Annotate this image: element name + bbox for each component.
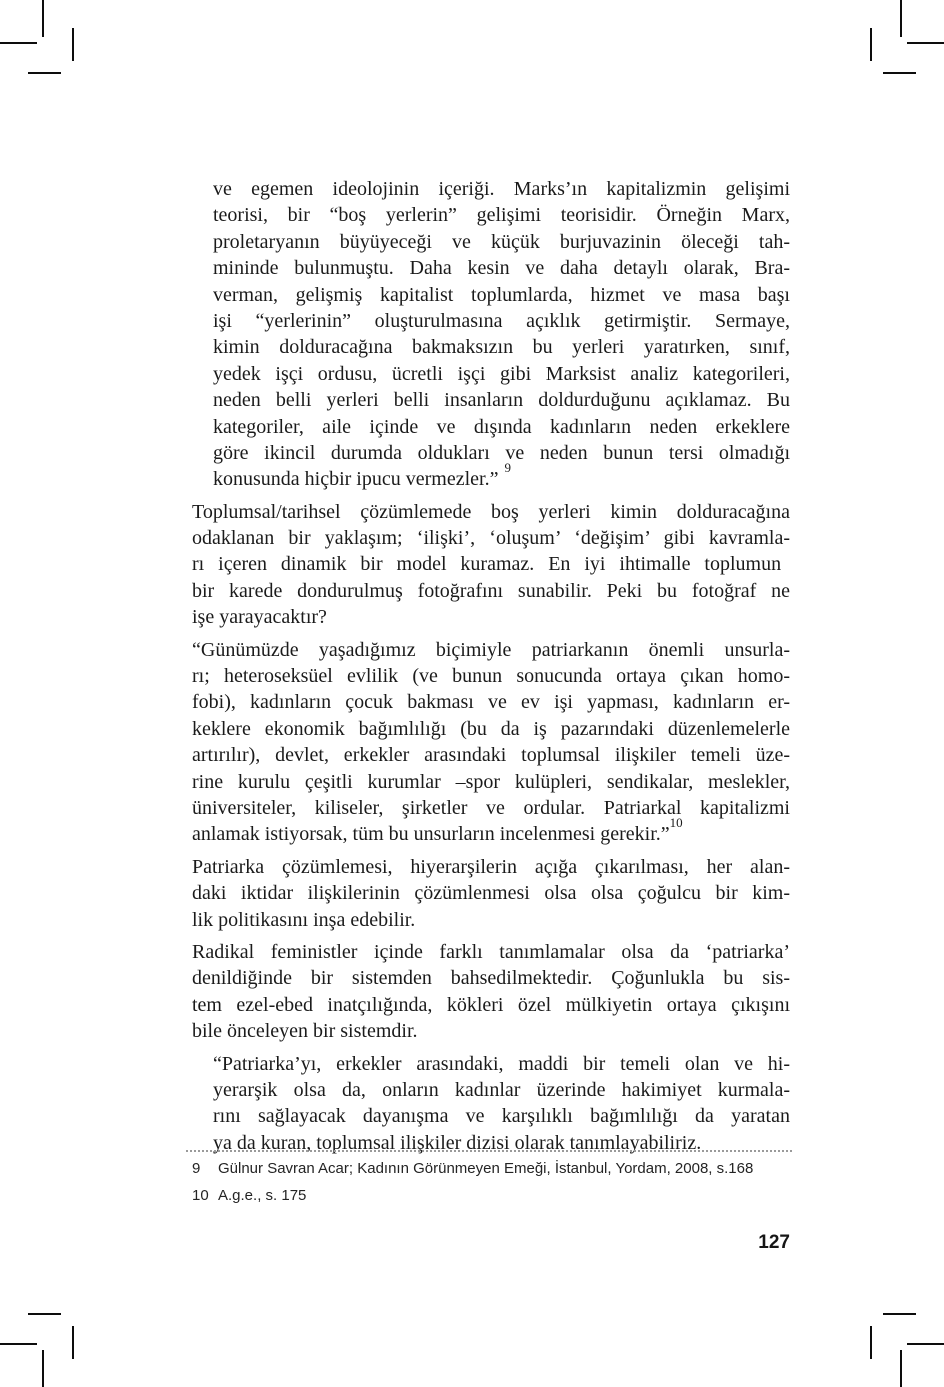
text-line: ve egemen ideolojinin içeriği. Marks’ın kapitalizmin gelişimi [213,178,790,200]
text-line: bir karede dondurulmuş fotoğrafını sunabilir. Peki bu fotoğraf ne [192,579,790,602]
crop-mark-bottom-left-outer-h [0,1343,37,1345]
text-line: verman, gelişmiş kapitalist toplumlarda, hizmet ve masa başı [213,283,790,306]
text-line: rine kurulu çeşitli kurumlar –spor kulüpleri, sendikalar, meslekler, [192,770,790,793]
text-line: işi “yerlerinin” oluşturulmasına açıklık getirmiştir. Sermaye, [213,309,790,332]
text-line: kimin dolduracağına bakmaksızın bu yerleri yaratırken, sınıf, [213,336,790,359]
paragraph [192,854,790,933]
text-line: mininde bulunmuştu. Daha kesin ve daha detaylı olarak, Bra- [213,257,790,280]
text-line: rını sağlayacak dayanışma ve karşılıklı bağımlılığı da yaratan [213,1105,790,1128]
text-line: anlamak istiyorsak, tüm bu unsurların incelenmesi gerekir.”$^{10}$ [192,814,683,846]
crop-mark-top-right-inner-v [870,28,872,61]
text-line: Patriarka çözümlemesi, hiyerarşilerin açığa çıkarılması, her alan- [192,855,790,878]
footnote-marker: 10 [192,1187,209,1204]
crop-mark-bottom-right-outer-h [907,1343,944,1345]
text-line: işe yarayacaktır? [192,606,327,629]
footnote-text: Gülnur Savran Acar; Kadının Görünmeyen Emeği, İstanbul, Yordam, 2008, s.168 [218,1160,754,1177]
quote-block [192,1051,790,1157]
crop-mark-bottom-right-outer-v [900,1350,902,1387]
footnote-area [186,1150,792,1214]
text-line: bile önceleyen bir sistemdir. [192,1020,418,1043]
footnote-separator [186,1150,792,1152]
crop-mark-top-right-inner-h [883,72,916,74]
text-line: kategoriler, aile içinde ve dışında kadınların neden erkeklere [213,415,790,438]
crop-mark-top-right-outer-h [907,42,944,44]
crop-mark-bottom-right-inner-v [870,1326,872,1359]
text-line: daki iktidar ilişkilerinin çözümlenmesi olsa olsa çoğulcu bir kim- [192,882,790,905]
text-line: neden belli yerleri belli insanların doldurduğunu açıklamaz. Bu [213,389,790,412]
text-line: yerarşik olsa da, onların kadınlar üzerinde hakimiyet kurmala- [213,1078,790,1101]
crop-mark-top-left-inner-h [28,72,61,74]
paragraph [192,499,790,631]
text-line: konusunda hiçbir ipucu vermezler.”$^9$ [213,459,511,491]
crop-mark-bottom-left-inner-h [28,1313,61,1315]
crop-mark-top-left-outer-v [42,0,44,37]
text-line: lik politikasını inşa edebilir. [192,908,416,931]
crop-mark-top-left-inner-v [72,28,74,61]
crop-mark-bottom-left-inner-v [72,1326,74,1359]
footnote-reference: 9 [504,459,511,475]
footnote [186,1160,792,1177]
text-line: üniversiteler, kiliseler, şirketler ve ordular. Patriarkal kapitalizmi [192,796,790,819]
page-number: 127 [758,1232,790,1253]
text-line: teorisi, bir “boş yerlerin” gelişimi teorisidir. Örneğin Marx, [213,204,790,227]
text-line: denildiğinde bir sistemden bahsedilmektedir. Çoğunlukla bu sis- [192,967,790,990]
crop-mark-bottom-left-outer-v [42,1350,44,1387]
text-line: ya da kuran, toplumsal ilişkiler dizisi olarak tanımlayabiliriz. [213,1131,702,1154]
text-line: göre ikincil durumda oldukları ve neden bunun tersi olmadığı [213,441,790,464]
footnote [186,1187,792,1204]
text-line: yedek işçi ordusu, ücretli işçi gibi Marksist analiz kategorileri, [213,362,790,385]
text-line: keklere ekonomik bağımlılığı (bu da iş pazarındaki düzenlemelerle [192,717,790,740]
footnote-reference: 10 [669,814,683,830]
text-line: “Patriarka’yı, erkekler arasındaki, maddi bir temeli olan ve hi- [213,1052,790,1075]
text-line: fobi), kadınların çocuk bakması ve ev işi yapması, kadınların er- [192,691,790,714]
text-line: “Günümüzde yaşadığımız biçimiyle patriarkanın önemli unsurla- [192,638,790,661]
text-line: odaklanan bir yaklaşım; ‘ilişki’, ‘oluşum’ ‘değişim’ gibi kavramla- [192,527,790,550]
crop-mark-top-left-outer-h [0,42,37,44]
footnote-marker: 9 [192,1160,201,1177]
text-line: tem ezel-ebed inatçılığında, kökleri özel mülkiyetin ortaya çıkışını [192,993,790,1016]
paragraph [192,939,790,1045]
text-line: Toplumsal/tarihsel çözümlemede boş yerleri kimin dolduracağına [192,500,790,523]
crop-mark-top-right-outer-v [900,0,902,37]
text-line: rı; heteroseksüel evlilik (ve bunun sonucunda ortaya çıkan homo- [192,665,790,688]
crop-mark-bottom-right-inner-h [883,1313,916,1315]
text-line: Radikal feministler içinde farklı tanımlamalar olsa da ‘patriarka’ [192,940,790,963]
text-line: artırılır), devlet, erkekler arasındaki toplumsal ilişkiler temeli üze- [192,744,790,767]
quote-block [192,176,790,493]
text-line: rı içeren dinamik bir model kuramaz. En iyi ihtimalle toplumun [192,553,782,576]
text-line: proletaryanın büyüyeceği ve küçük burjuvazinin öleceği tah- [213,230,790,253]
footnote-text: A.g.e., s. 175 [218,1187,307,1204]
paragraph [192,637,790,848]
body-text [192,176,790,1162]
